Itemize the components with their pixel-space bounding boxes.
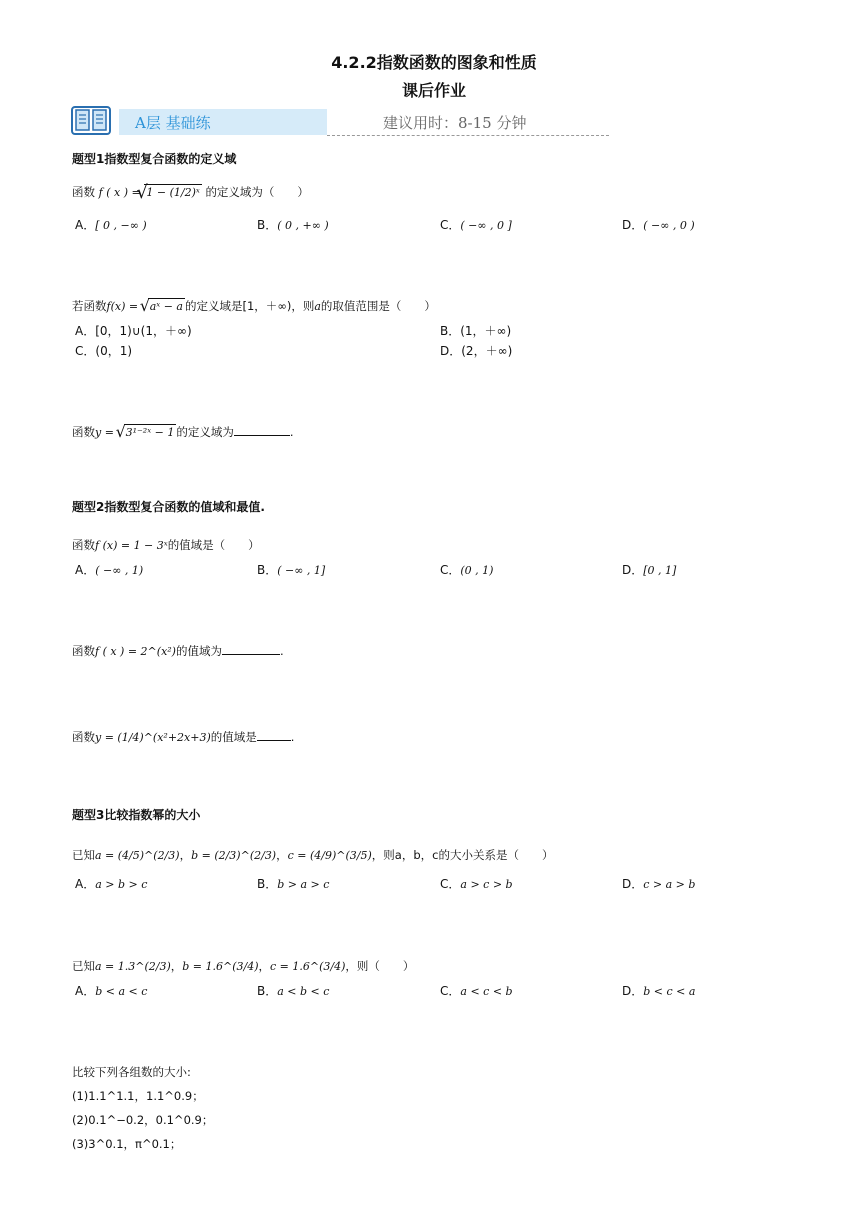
option-value: c > a > b	[643, 878, 696, 891]
q6-suffix: 的值域是	[210, 730, 257, 744]
q4-option-c[interactable]	[440, 561, 493, 578]
option-letter: C．	[440, 877, 461, 891]
q4-option-b[interactable]	[257, 561, 325, 578]
q2-option-d[interactable]	[440, 342, 512, 359]
q1-fx: f ( x ) =	[98, 186, 141, 199]
option-value: (2，＋∞)	[461, 344, 513, 358]
sqrt-icon: √	[115, 422, 126, 441]
option-letter: C．	[440, 984, 461, 998]
page-subtitle: 课后作业	[401, 81, 466, 100]
book-icon	[71, 104, 111, 136]
option-value: a > b > c	[95, 878, 148, 891]
option-letter: A．	[75, 877, 96, 891]
q7-c: c = (4/9)^(3/5)	[287, 849, 372, 862]
option-letter: C．	[440, 218, 461, 232]
option-letter: C．	[440, 563, 461, 577]
q1-option-b[interactable]	[257, 216, 329, 233]
option-value: b > a > c	[277, 878, 330, 891]
q5-fx: f ( x ) = 2^(x²)	[95, 645, 176, 658]
option-letter: A．	[75, 324, 96, 338]
q8-option-a[interactable]	[75, 982, 147, 999]
q4-fx: f (x) = 1 − 3ˣ	[95, 539, 168, 552]
q8-option-d[interactable]	[622, 982, 695, 999]
q5-suffix: 的值域为	[175, 644, 222, 658]
option-letter: D．	[622, 877, 644, 891]
question-5-stem	[72, 643, 284, 659]
q7-prefix: 已知	[72, 848, 95, 862]
q8-c: c = 1.6^(3/4)	[270, 960, 346, 973]
option-value: (0，1)	[95, 344, 133, 358]
q5-prefix: 函数	[72, 644, 95, 658]
section-2-heading: 题型2指数型复合函数的值域和最值.	[72, 500, 265, 514]
option-value: ( −∞ , 1]	[277, 564, 326, 577]
option-letter: A．	[75, 218, 96, 232]
question-3-stem	[72, 424, 294, 440]
level-banner	[71, 104, 539, 138]
option-value: a < c < b	[460, 985, 513, 998]
q5-end: .	[279, 644, 284, 658]
q6-prefix: 函数	[72, 730, 95, 744]
q2-option-a[interactable]	[75, 322, 192, 339]
q9-item-3: (3)3^0.1，π^0.1；	[72, 1137, 182, 1151]
q6-fx: y = (1/4)^(x²+2x+3)	[95, 731, 211, 744]
option-value: ( −∞ , 0 )	[643, 219, 695, 232]
option-letter: D．	[622, 563, 644, 577]
q3-sqrt	[115, 422, 177, 441]
q8-option-b[interactable]	[257, 982, 329, 999]
q7-option-c[interactable]	[440, 875, 513, 892]
option-value: b < c < a	[643, 985, 696, 998]
q4-option-d[interactable]	[622, 561, 676, 578]
option-letter: D．	[622, 984, 644, 998]
q3-prefix: 函数	[72, 425, 95, 439]
q3-suffix: 的定义域为	[176, 425, 234, 439]
q8-a: a = 1.3^(2/3)	[95, 960, 171, 973]
q6-answer-blank[interactable]	[257, 740, 291, 741]
q8-b: b = 1.6^(3/4)	[182, 960, 259, 973]
option-letter: B．	[257, 218, 278, 232]
q2-suffix: 的取值范围是（ ）	[320, 299, 436, 313]
q9-item-2: (2)0.1^−0.2，0.1^0.9；	[72, 1113, 214, 1127]
question-9-intro: 比较下列各组数的大小:	[72, 1065, 191, 1079]
option-letter: A．	[75, 563, 96, 577]
q4-prefix: 函数	[72, 538, 95, 552]
q2-var: a	[314, 300, 321, 313]
q1-option-a[interactable]	[75, 216, 147, 233]
question-6-stem	[72, 729, 294, 745]
option-letter: B．	[257, 563, 278, 577]
section-1-heading: 题型1指数型复合函数的定义域	[72, 152, 237, 166]
q7-option-d[interactable]	[622, 875, 695, 892]
option-letter: C．	[75, 344, 96, 358]
option-letter: D．	[440, 344, 462, 358]
option-value: (0 , 1)	[460, 564, 494, 577]
option-value: ( −∞ , 1)	[95, 564, 144, 577]
option-letter: B．	[257, 877, 278, 891]
q7-option-a[interactable]	[75, 875, 147, 892]
q4-suffix: 的值域是（ ）	[167, 538, 260, 552]
q2-mid: 的定义域是[1，＋∞)，则	[184, 299, 315, 313]
q3-end: .	[289, 425, 294, 439]
option-value: [0 , 1]	[643, 564, 677, 577]
q5-answer-blank[interactable]	[222, 654, 280, 655]
option-letter: B．	[440, 324, 461, 338]
sqrt-icon: √	[136, 182, 148, 203]
q2-fx: f(x) =	[106, 300, 139, 313]
q1-prefix: 函数	[72, 185, 95, 199]
q2-option-c[interactable]	[75, 342, 132, 359]
q3-fx: y =	[95, 426, 114, 439]
q7-suffix: ，则a，b，c的大小关系是（ ）	[371, 848, 554, 862]
option-value: [ 0 , −∞ )	[95, 219, 147, 232]
option-value: a > c > b	[460, 878, 513, 891]
q2-prefix: 若函数	[72, 299, 107, 313]
q8-prefix: 已知	[72, 959, 95, 973]
question-1-stem	[72, 182, 309, 203]
q3-expr: 3¹⁻²ˣ − 1	[125, 426, 175, 439]
option-value: ( −∞ , 0 ]	[460, 219, 512, 232]
section-3-heading: 题型3比较指数幂的大小	[72, 808, 201, 822]
option-value: a < b < c	[277, 985, 330, 998]
q6-end: .	[290, 730, 295, 744]
q7-option-b[interactable]	[257, 875, 329, 892]
question-4-stem	[72, 537, 260, 553]
option-letter: A．	[75, 984, 96, 998]
question-8-stem: 已知a = 1.3^(2/3)，b = 1.6^(3/4)，c = 1.6^(3/4)，则（ ）	[72, 959, 415, 973]
q2-expr: aˣ − a	[149, 300, 183, 313]
q2-option-b[interactable]	[440, 322, 511, 339]
question-7-stem: 已知a = (4/5)^(2/3)，b = (2/3)^(2/3)，c = (4/9)^(3/5)，则a，b，c的大小关系是（ ）	[72, 848, 554, 862]
option-value: (1，＋∞)	[460, 324, 512, 338]
q1-option-d[interactable]	[622, 216, 695, 233]
option-value: b < a < c	[95, 985, 148, 998]
time-label: 建议用时：8-15 分钟	[383, 114, 527, 132]
option-letter: B．	[257, 984, 278, 998]
q7-a: a = (4/5)^(2/3)	[95, 849, 180, 862]
q7-b: b = (2/3)^(2/3)	[191, 849, 277, 862]
q9-item-1: (1)1.1^1.1，1.1^0.9；	[72, 1089, 204, 1103]
q3-answer-blank[interactable]	[234, 435, 290, 436]
banner-divider	[327, 135, 609, 136]
sqrt-icon: √	[139, 296, 150, 315]
q1-sqrt	[136, 182, 201, 203]
option-value: ( 0 , +∞ )	[277, 219, 329, 232]
page-title: 4.2.2指数函数的图象和性质	[331, 53, 537, 72]
q1-suffix: 的定义域为（ ）	[205, 185, 309, 199]
q4-option-a[interactable]	[75, 561, 143, 578]
q2-sqrt	[139, 296, 185, 315]
q1-expr: 1 − (1/2)ˣ	[146, 186, 200, 199]
q1-option-c[interactable]	[440, 216, 512, 233]
question-2-stem	[72, 298, 436, 314]
level-label: A层 基础练	[135, 114, 211, 132]
option-value: [0，1)∪(1，＋∞)	[95, 324, 192, 338]
option-letter: D．	[622, 218, 644, 232]
q8-suffix: ，则（ ）	[345, 959, 415, 973]
q8-option-c[interactable]	[440, 982, 513, 999]
